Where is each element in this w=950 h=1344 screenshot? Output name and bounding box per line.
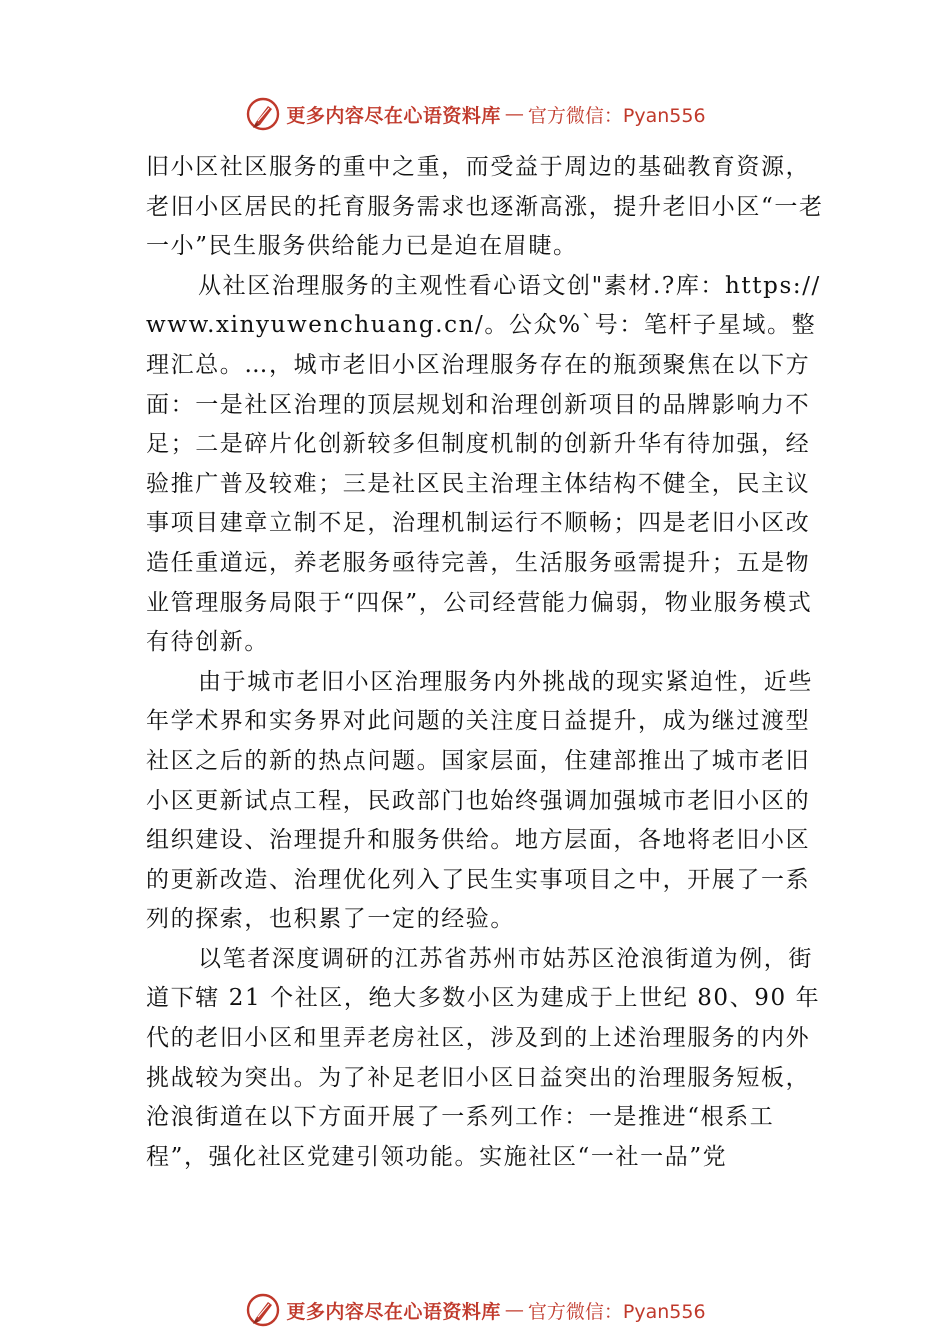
paragraph-1: 旧小区社区服务的重中之重，而受益于周边的基础教育资源，老旧小区居民的托育服务需求也逐渐高涨，提升老旧小区“一老一小”民生服务供给能力已是迫在眉睫。 xyxy=(146,154,824,260)
paragraph-4: 以笔者深度调研的江苏省苏州市姑苏区沧浪街道为例，街道下辖 21 个社区，绝大多数小区为建成于上世纪 80、90 年代的老旧小区和里弄老房社区，涉及到的上述治理服务的内外挑战较为突出。为了补足老旧小区日益突出的治理服务短板，沧浪街道在以下方面开展了一系列工作：一是推进“根系工程”，强化社区党建引领功能。实施社区“一社一品”党 xyxy=(146,945,821,1170)
header-wechat-text: 官方微信：Pyan556 xyxy=(527,104,706,127)
header-brand-text: 更多内容尽在心语资料库 xyxy=(286,104,501,127)
footer-dash: — xyxy=(504,1299,524,1321)
document-body xyxy=(146,148,826,1177)
paragraph-3: 由于城市老旧小区治理服务内外挑战的现实紧迫性，近些年学术界和实务界对此问题的关注度日益提升，成为继过渡型社区之后的新的热点问题。国家层面，住建部推出了城市老旧小区更新试点工程，民政部门也始终强调加强城市老旧小区的组织建设、治理提升和服务供给。地方层面，各地将老旧小区的更新改造、治理优化列入了民生实事项目之中，开展了一系列的探索，也积累了一定的经验。 xyxy=(146,668,813,933)
footer-banner xyxy=(0,1288,950,1332)
header-dash: — xyxy=(504,103,524,125)
footer-wechat-text: 官方微信：Pyan556 xyxy=(527,1300,706,1323)
footer-brand-text: 更多内容尽在心语资料库 xyxy=(286,1300,501,1323)
paragraph-2: 从社区治理服务的主观性看心语文创"素材.?库：https://www.xinyuwenchuang.cn/。公众%`号：笔杆子星域。整理汇总。…，城市老旧小区治理服务存在的瓶颈聚焦在以下方面：一是社区治理的顶层规划和治理创新项目的品牌影响力不足；二是碎片化创新较多但制度机制的创新升华有待加强，经验推广普及较难；三是社区民主治理主体结构不健全，民主议事项目建章立制不足，治理机制运行不顺畅；四是老旧小区改造任重道远，养老服务亟待完善，生活服务亟需提升；五是物业管理服务局限于“四保”，公司经营能力偏弱，物业服务模式有待创新。 xyxy=(146,272,821,656)
pen-nib-logo-icon xyxy=(244,95,282,133)
pen-nib-logo-icon xyxy=(244,1291,282,1329)
header-banner xyxy=(0,92,950,136)
